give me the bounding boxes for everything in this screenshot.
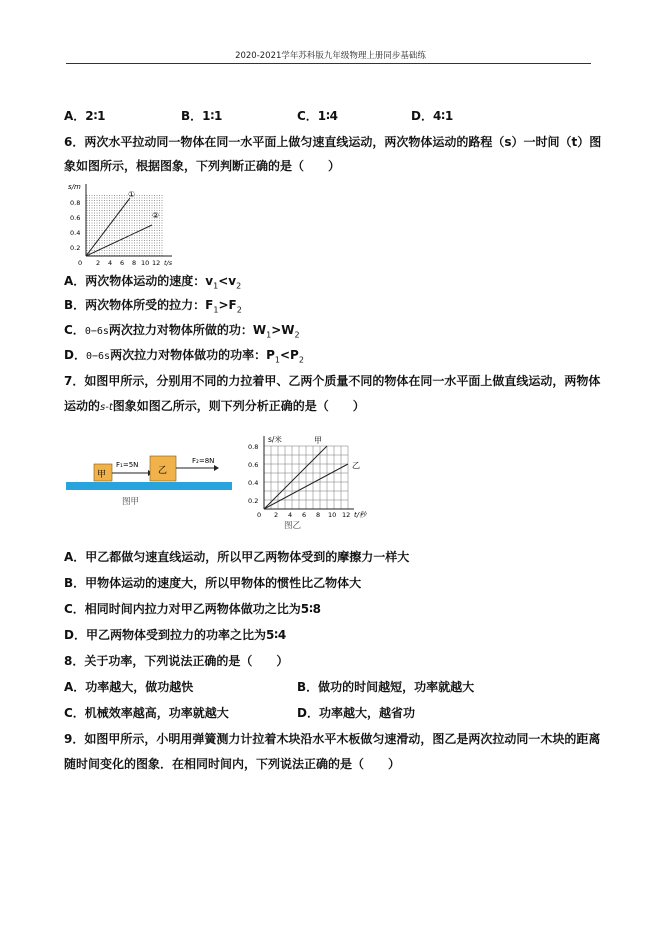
- q6-option-c-rel: >W: [271, 323, 295, 337]
- q6-graph: [64, 180, 176, 266]
- q6-xtick: 2: [96, 259, 101, 266]
- fig-b-jia-label: 甲: [314, 436, 322, 445]
- fig-b-caption: 图乙: [284, 521, 302, 531]
- q6-graph-grid: [86, 194, 164, 256]
- q7-stem-line1: 7．如图甲所示，分别用不同的力拉着甲、乙两个质量不同的物体在同一水平面上做直线运动，两物体: [64, 374, 601, 388]
- q7-stem-st: s-t: [100, 402, 113, 413]
- q6-option-a-rel: <v: [218, 274, 237, 288]
- force-f2-arrowhead: [214, 465, 219, 471]
- q6-option-d-text: 两次拉力对物体做功的功率：P: [110, 348, 275, 362]
- q6-option-d-rel: <P: [279, 348, 299, 362]
- q6-stem-line1: 6．两次水平拉动同一物体在同一水平面上做匀速直线运动，两次物体运动的路程（s）一时间（t）图: [64, 135, 602, 149]
- q5-option-b: B．1∶1: [181, 109, 223, 123]
- q6-xlabel: t/s: [164, 259, 173, 266]
- fig-b-xtick: 0: [257, 511, 262, 519]
- fig-b-xtick: 10: [328, 511, 337, 519]
- q6-option-a: [64, 273, 241, 294]
- block-jia-label: 甲: [97, 470, 107, 480]
- q6-xtick: 4: [108, 259, 113, 266]
- q5-option-d: D．4∶1: [411, 109, 454, 123]
- ground-surface: [66, 482, 232, 490]
- fig-b-line-jia: [264, 446, 327, 509]
- q7-stem-line2: [64, 398, 365, 416]
- q6-ylabel: s/m: [68, 183, 81, 191]
- q6-option-d-range: 0−6s: [85, 351, 111, 362]
- q7-option-b: B．甲物体运动的速度大，所以甲物体的惯性比乙物体大: [64, 576, 362, 590]
- q9-stem-line1: 9．如图甲所示，小明用弹簧测力计拉着木块沿水平木板做匀速滑动，图乙是两次拉动同一木块的距离: [64, 732, 601, 746]
- q6-option-c: [64, 322, 300, 343]
- q9-stem-line2: 随时间变化的图象．在相同时间内，下列说法正确的是（ ）: [64, 757, 401, 771]
- q6-option-d-prefix: D．: [64, 348, 86, 362]
- q7-figure-a: [64, 448, 236, 510]
- fig-b-xtick: 8: [316, 511, 321, 519]
- q8-option-b: B．做功的时间越短，功率就越大: [297, 680, 475, 694]
- fig-b-xlabel: t/秒: [354, 511, 367, 519]
- q8-option-d: D．功率越大，越省功: [297, 706, 415, 720]
- q6-option-a-text: A．两次物体运动的速度：v: [64, 274, 214, 288]
- q6-ytick: 0.6: [70, 214, 81, 222]
- q5-option-a: A．2∶1: [64, 109, 106, 123]
- q6-option-c-range: 0−6s: [84, 326, 109, 337]
- q6-xtick: 12: [152, 259, 161, 266]
- fig-b-xtick: 4: [288, 511, 293, 519]
- fig-b-ylabel: s/米: [268, 435, 282, 444]
- q6-option-a-sub2: 2: [236, 281, 242, 291]
- q6-option-c-text: 两次拉力对物体所做的功：W: [108, 323, 267, 337]
- q8-stem: 8．关于功率，下列说法正确的是（ ）: [64, 654, 289, 668]
- q6-option-b: [64, 297, 242, 318]
- q6-xtick: 6: [120, 259, 125, 266]
- q6-option-d-sub1: 1: [274, 355, 280, 365]
- q6-option-a-sub1: 1: [213, 281, 219, 291]
- q6-ytick: 0.8: [70, 199, 81, 207]
- fig-b-ytick: 0.8: [248, 443, 259, 451]
- q6-option-b-sub2: 2: [236, 305, 242, 315]
- q6-xtick: 0: [78, 259, 83, 266]
- q6-ytick: 0.2: [70, 244, 81, 252]
- fig-b-ytick: 0.2: [248, 497, 259, 505]
- fig-b-xtick: 2: [274, 511, 279, 519]
- q6-option-c-sub2: 2: [294, 330, 300, 340]
- fig-b-ytick: 0.4: [248, 479, 259, 487]
- page-header: 2020-2021学年苏科版九年级物理上册同步基础练: [235, 51, 426, 61]
- q6-option-d: [64, 347, 304, 368]
- q6-xtick: 8: [132, 259, 137, 266]
- fig-b-grid: [264, 446, 348, 509]
- q7-option-a: A．甲乙都做匀速直线运动，所以甲乙两物体受到的摩擦力一样大: [64, 550, 410, 564]
- q6-option-b-text: B．两次物体所受的拉力：F: [64, 298, 214, 312]
- q7-stem-part2: 图象如图乙所示，则下列分析正确的是（ ）: [112, 399, 365, 413]
- q7-figure-b: [242, 432, 380, 532]
- fig-a-caption: 图甲: [122, 497, 140, 507]
- q6-option-d-sub2: 2: [298, 355, 304, 365]
- q6-stem-line2: 象如图所示，根据图象，下列判断正确的是（ ）: [64, 159, 341, 173]
- q6-option-c-prefix: C．: [64, 323, 85, 337]
- q6-line2-label: ②: [152, 211, 160, 220]
- q8-option-c: C．机械效率越高，功率就越大: [64, 706, 229, 720]
- force-f2-label: F₂=8N: [192, 457, 215, 465]
- q7-option-c: C．相同时间内拉力对甲乙两物体做功之比为5∶8: [64, 602, 322, 616]
- q7-option-d: D．甲乙两物体受到拉力的功率之比为5∶4: [64, 628, 287, 642]
- fig-b-xtick: 6: [302, 511, 307, 519]
- fig-b-yi-label: 乙: [352, 461, 360, 470]
- q8-option-a: A．功率越大，做功越快: [64, 680, 194, 694]
- force-f1-label: F₁=5N: [116, 461, 139, 469]
- q6-line1-label: ①: [128, 190, 136, 199]
- fig-b-xtick: 12: [342, 511, 351, 519]
- fig-b-ytick: 0.6: [248, 461, 259, 469]
- block-yi-label: 乙: [158, 466, 168, 476]
- q6-xtick: 10: [141, 259, 150, 266]
- q7-stem-part1: 运动的: [64, 399, 101, 413]
- q6-option-c-sub1: 1: [266, 330, 272, 340]
- q6-option-b-rel: >F: [218, 298, 237, 312]
- header-divider: [66, 63, 591, 64]
- q6-option-b-sub1: 1: [213, 305, 219, 315]
- q5-option-c: C．1∶4: [297, 109, 339, 123]
- q6-ytick: 0.4: [70, 229, 81, 237]
